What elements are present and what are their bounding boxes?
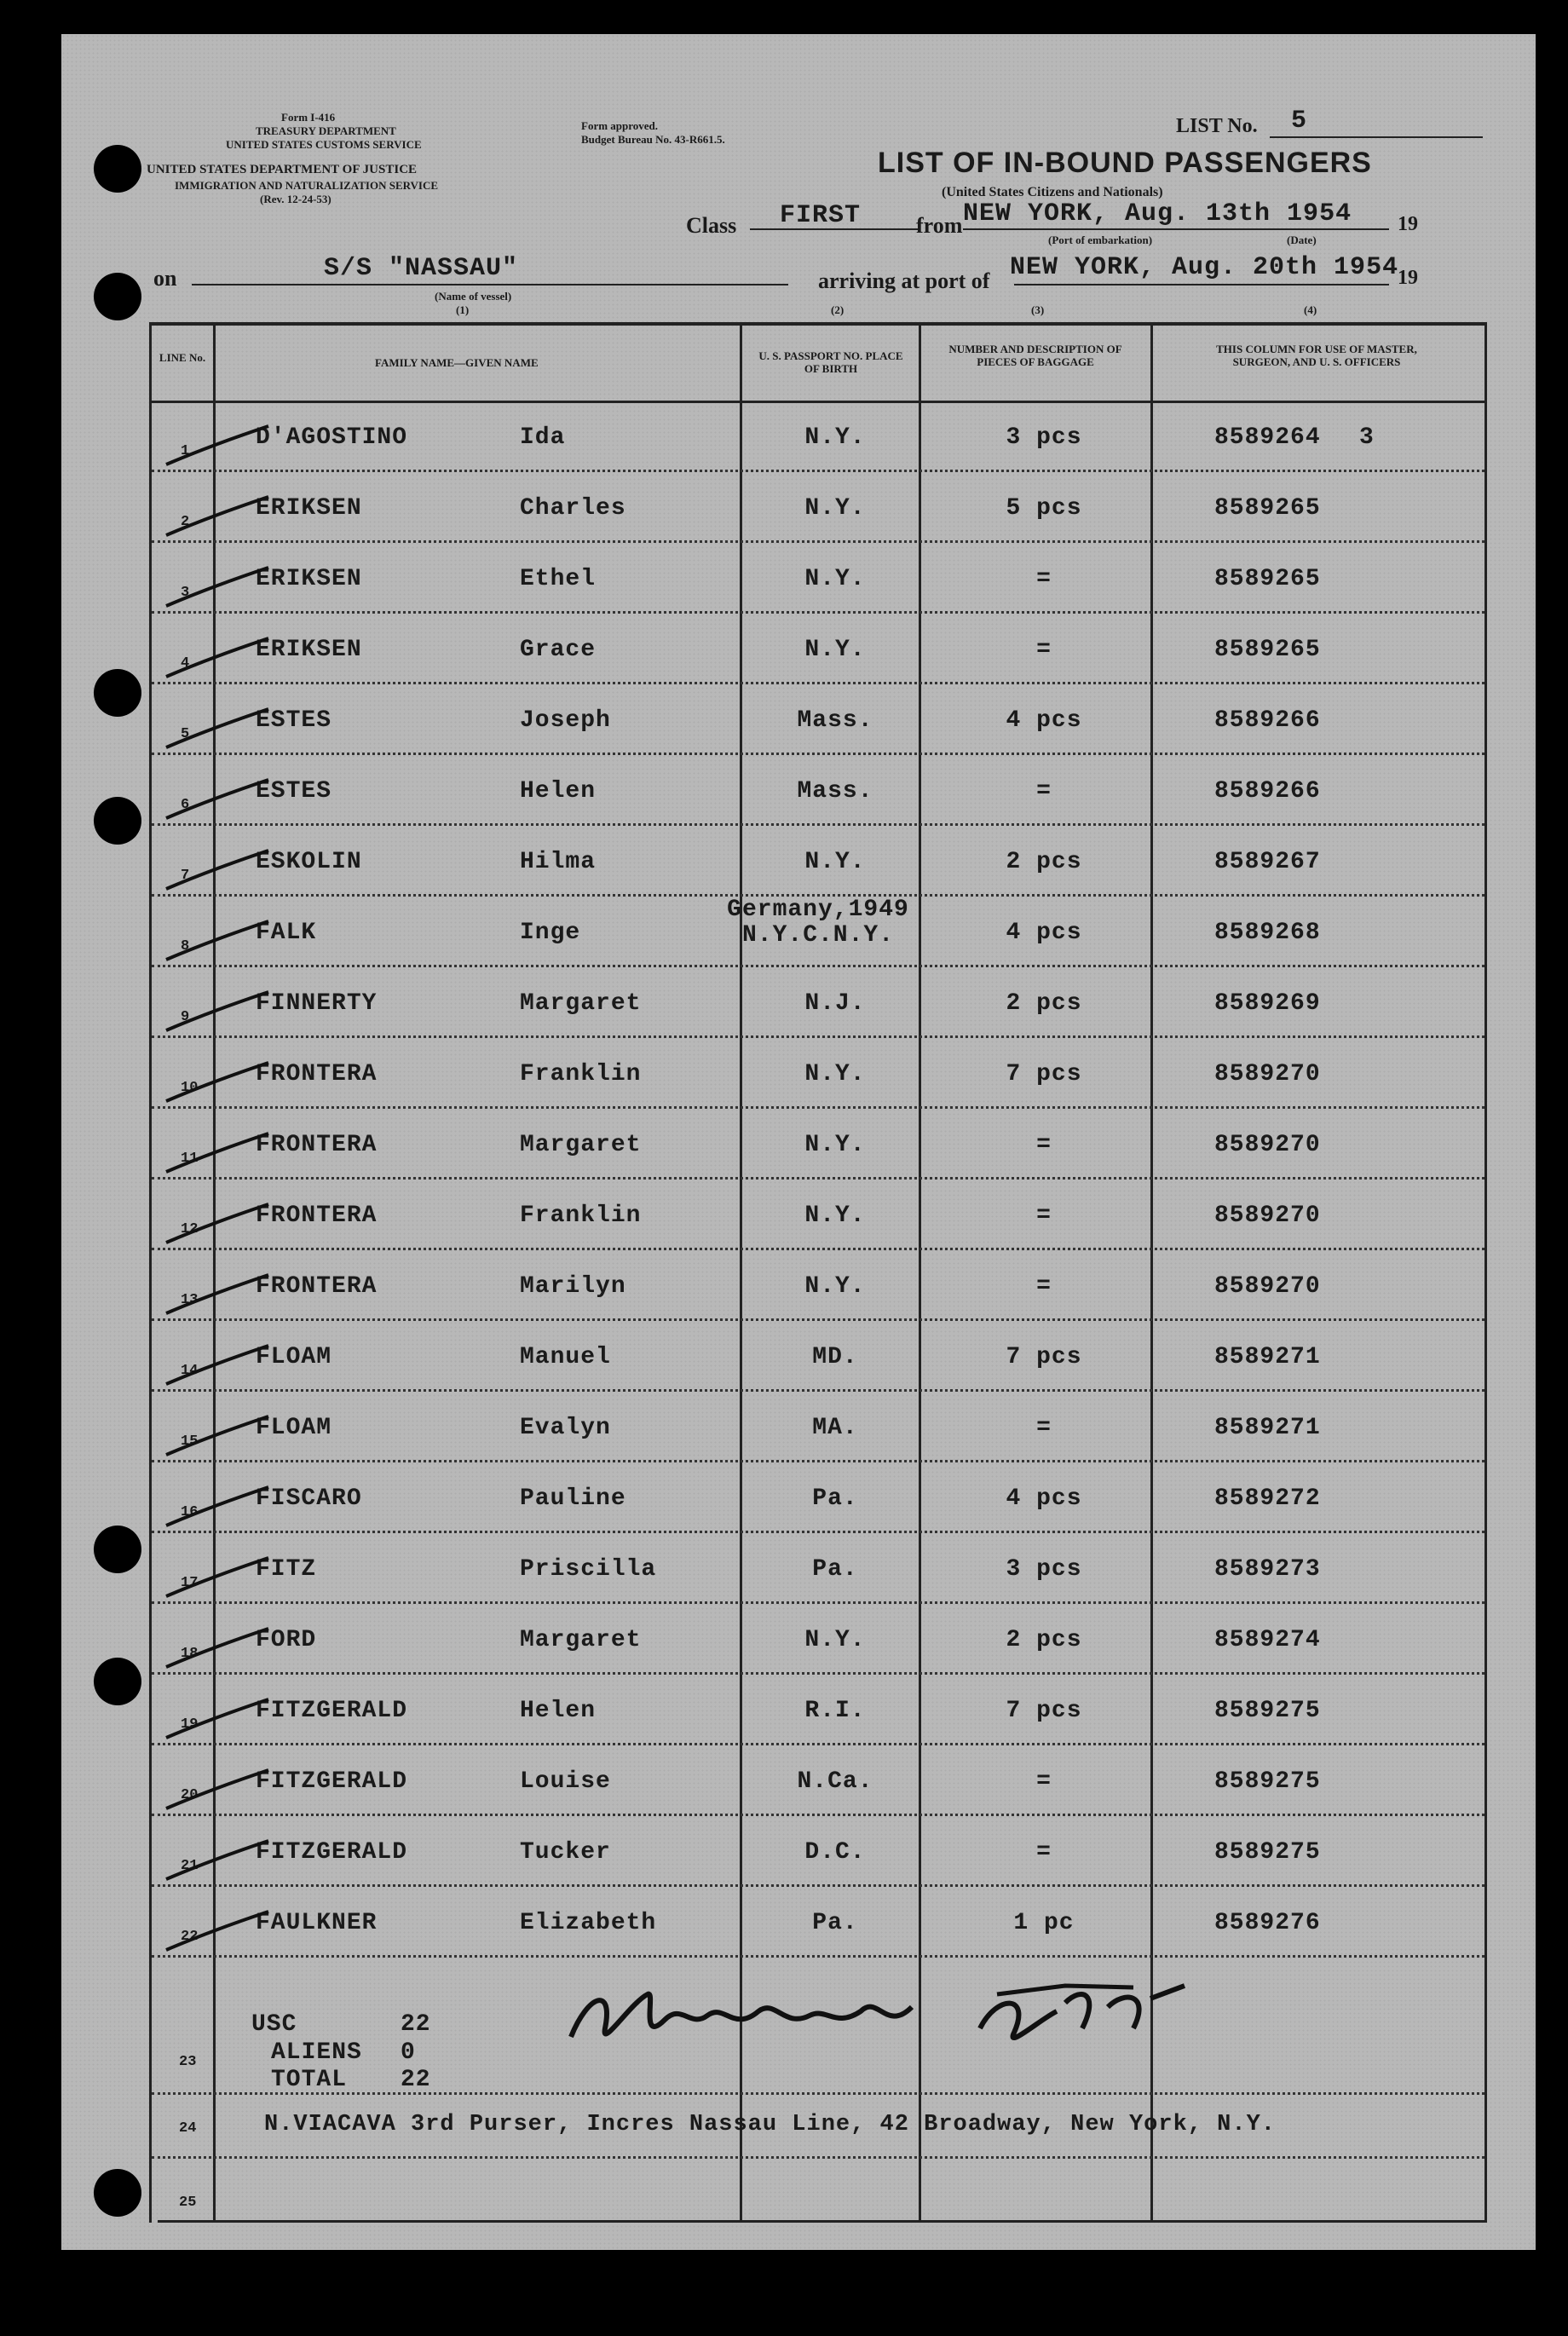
baggage: 7 pcs: [1006, 1344, 1082, 1370]
form-revision: (Rev. 12-24-53): [260, 193, 331, 205]
baggage: =: [1036, 1203, 1052, 1229]
baggage: =: [1036, 1415, 1052, 1441]
check-mark: [162, 634, 273, 685]
vessel-col-number: (1): [456, 303, 470, 316]
family-name: FITZGERALD: [256, 1768, 408, 1795]
table-row: [0, 409, 1568, 480]
line-number: 20: [181, 1787, 199, 1803]
baggage: 7 pcs: [1006, 1698, 1082, 1724]
family-name: ERIKSEN: [256, 495, 362, 522]
officer-code: 8589275: [1214, 1768, 1321, 1795]
list-number-value: 5: [1291, 107, 1308, 136]
officer-code: 8589266: [1214, 778, 1321, 805]
customs-service: UNITED STATES CUSTOMS SERVICE: [226, 138, 422, 151]
family-name: FRONTERA: [256, 1273, 378, 1300]
punch-hole: [94, 2169, 141, 2217]
family-name: FLOAM: [256, 1415, 332, 1441]
place-of-birth: MA.: [812, 1415, 858, 1441]
officer-code: 8589276: [1214, 1910, 1321, 1936]
family-name: FRONTERA: [256, 1203, 378, 1229]
family-name: FITZ: [256, 1556, 317, 1583]
family-name: ESTES: [256, 707, 332, 734]
place-of-birth: N.Ca.: [797, 1768, 873, 1795]
baggage: =: [1036, 1132, 1052, 1158]
total-label: TOTAL: [271, 2067, 348, 2093]
given-name: Pauline: [520, 1485, 626, 1512]
form-approved: Form approved.: [581, 119, 659, 132]
table-row: [0, 1753, 1568, 1824]
check-mark: [162, 1412, 273, 1463]
table-row: [0, 1399, 1568, 1470]
check-mark: [162, 1554, 273, 1605]
baggage: 3 pcs: [1006, 1556, 1082, 1583]
line-number: 1: [181, 443, 190, 459]
arriving-label: arriving at port of: [818, 268, 990, 293]
given-name: Margaret: [520, 1132, 642, 1158]
form-number: Form I-416: [281, 111, 336, 124]
col-header-name: FAMILY NAME—GIVEN NAME: [375, 356, 539, 369]
date-label: (Date): [1287, 234, 1317, 246]
officer-code: 8589269: [1214, 990, 1321, 1017]
given-name: Charles: [520, 495, 626, 522]
check-mark: [162, 563, 273, 614]
family-name: ESKOLIN: [256, 849, 362, 875]
officer-signature: [554, 1969, 1202, 2062]
family-name: D'AGOSTINO: [256, 424, 408, 451]
check-mark: [162, 988, 273, 1039]
list-number-label: LIST No.: [1176, 115, 1258, 137]
officer-code: 8589267: [1214, 849, 1321, 875]
check-mark: [162, 1766, 273, 1817]
baggage: 3 pcs: [1006, 424, 1082, 451]
place-of-birth: Mass.: [797, 707, 873, 734]
usc-label: USC: [251, 2011, 297, 2038]
given-name: Louise: [520, 1768, 611, 1795]
baggage: 2 pcs: [1006, 1627, 1082, 1653]
place-of-birth: N.Y.: [804, 637, 866, 663]
given-name: Ethel: [520, 566, 597, 592]
ins-service: IMMIGRATION AND NATURALIZATION SERVICE: [175, 179, 439, 192]
check-mark: [162, 1624, 273, 1676]
vessel-label: (Name of vessel): [435, 290, 512, 303]
given-name: Helen: [520, 778, 597, 805]
line-number: 6: [181, 797, 190, 813]
page-title: LIST OF IN-BOUND PASSENGERS: [878, 147, 1372, 179]
col-number-4: (4): [1304, 303, 1317, 316]
family-name: FALK: [256, 920, 317, 946]
officer-code: 8589275: [1214, 1698, 1321, 1724]
check-mark: [162, 1200, 273, 1251]
table-row: [0, 551, 1568, 621]
given-name: Ida: [520, 424, 566, 451]
usc-value: 22: [401, 2011, 431, 2038]
baggage: 2 pcs: [1006, 990, 1082, 1017]
place-of-birth: Pa.: [812, 1485, 858, 1512]
line-number: 19: [181, 1716, 199, 1733]
line-number: 3: [181, 585, 190, 601]
officer-code: 8589270: [1214, 1203, 1321, 1229]
table-row: [0, 1116, 1568, 1187]
baggage: =: [1036, 1839, 1052, 1866]
table-row: [0, 621, 1568, 692]
line-number: 10: [181, 1080, 199, 1096]
line-number: 12: [181, 1221, 199, 1237]
baggage: 4 pcs: [1006, 1485, 1082, 1512]
table-row: [0, 763, 1568, 833]
family-name: FISCARO: [256, 1485, 362, 1512]
check-mark: [162, 1129, 273, 1180]
check-mark: [162, 917, 273, 968]
year-suffix-arrival: 19: [1398, 267, 1418, 289]
line-number-23: 23: [179, 2054, 197, 2070]
table-bottom-border: [158, 2220, 1487, 2223]
check-mark: [162, 846, 273, 897]
baggage: =: [1036, 778, 1052, 805]
given-name: Margaret: [520, 1627, 642, 1653]
place-of-birth: MD.: [812, 1344, 858, 1370]
baggage: 1 pc: [1013, 1910, 1075, 1936]
family-name: FLOAM: [256, 1344, 332, 1370]
baggage: =: [1036, 1273, 1052, 1300]
page-subtitle: (United States Citizens and Nationals): [942, 185, 1163, 199]
table-row: [0, 833, 1568, 904]
table-row: [0, 1895, 1568, 1965]
family-name: FRONTERA: [256, 1132, 378, 1158]
place-of-birth: N.Y.: [804, 1627, 866, 1653]
family-name: FINNERTY: [256, 990, 378, 1017]
table-row: [0, 1046, 1568, 1116]
table-row: [0, 1329, 1568, 1399]
given-name: Hilma: [520, 849, 597, 875]
given-name: Franklin: [520, 1061, 642, 1087]
officer-code: 8589264: [1214, 424, 1321, 451]
check-mark: [162, 705, 273, 756]
place-of-birth: N.Y.: [804, 1132, 866, 1158]
officer-code: 8589265: [1214, 566, 1321, 592]
given-name: Elizabeth: [520, 1910, 657, 1936]
table-row: [0, 1824, 1568, 1895]
baggage: =: [1036, 566, 1052, 592]
table-row: [0, 1541, 1568, 1612]
check-mark: [162, 1907, 273, 1958]
port-label: (Port of embarkation): [1048, 234, 1153, 246]
given-name: Franklin: [520, 1203, 642, 1229]
justice-dept: UNITED STATES DEPARTMENT OF JUSTICE: [147, 163, 418, 176]
place-of-birth: Pa.: [812, 1910, 858, 1936]
aliens-label: ALIENS: [271, 2039, 362, 2066]
col-header-passport: U. S. PASSPORT NO. PLACE OF BIRTH: [758, 349, 903, 375]
line-number: 15: [181, 1433, 199, 1450]
officer-code: 8589268: [1214, 920, 1321, 946]
baggage: 5 pcs: [1006, 495, 1082, 522]
table-row: [0, 1258, 1568, 1329]
class-label: Class: [686, 213, 737, 238]
officer-code: 8589273: [1214, 1556, 1321, 1583]
given-name: Tucker: [520, 1839, 611, 1866]
line-number: 17: [181, 1575, 199, 1591]
baggage: 2 pcs: [1006, 849, 1082, 875]
line-number: 21: [181, 1858, 199, 1874]
arriving-value: NEW YORK, Aug. 20th 1954: [1010, 253, 1399, 282]
punch-hole: [94, 145, 141, 193]
place-of-birth: N.J.: [804, 990, 866, 1017]
check-mark: [162, 1058, 273, 1110]
check-mark: [162, 1271, 273, 1322]
given-name: Evalyn: [520, 1415, 611, 1441]
place-of-birth: N.Y.: [804, 424, 866, 451]
on-label: on: [153, 266, 177, 291]
family-name: FITZGERALD: [256, 1698, 408, 1724]
officer-code: 8589271: [1214, 1344, 1321, 1370]
table-top-border: [149, 322, 1487, 326]
table-row: [0, 1187, 1568, 1258]
place-of-birth: N.Y.: [804, 495, 866, 522]
family-name: FAULKNER: [256, 1910, 378, 1936]
baggage: =: [1036, 1768, 1052, 1795]
place-of-birth: Germany,1949 N.Y.C.N.Y.: [727, 897, 909, 949]
header-bottom-border: [149, 401, 1487, 403]
check-mark: [162, 422, 273, 473]
family-name: ERIKSEN: [256, 566, 362, 592]
family-name: ESTES: [256, 778, 332, 805]
officer-code: 8589272: [1214, 1485, 1321, 1512]
punch-hole: [94, 273, 141, 320]
col-header-line-no: LINE No.: [159, 351, 206, 364]
line-number: 18: [181, 1646, 199, 1662]
line-number: 22: [181, 1929, 199, 1945]
family-name: FRONTERA: [256, 1061, 378, 1087]
col-number-2: (2): [831, 303, 845, 316]
officer-code: 8589271: [1214, 1415, 1321, 1441]
treasury-dept: TREASURY DEPARTMENT: [256, 124, 396, 137]
line-number: 4: [181, 655, 190, 672]
from-label: from: [916, 213, 963, 238]
place-of-birth: N.Y.: [804, 1061, 866, 1087]
place-of-birth: N.Y.: [804, 1203, 866, 1229]
table-row: [0, 975, 1568, 1046]
table-row: [0, 1612, 1568, 1682]
family-name: FORD: [256, 1627, 317, 1653]
vessel-name: S/S "NASSAU": [324, 254, 519, 283]
baggage: 4 pcs: [1006, 707, 1082, 734]
line-number: 14: [181, 1363, 199, 1379]
purser-line: N.VIACAVA 3rd Purser, Incres Nassau Line, 42 Broadway, New York, N.Y.: [264, 2112, 1276, 2137]
officer-code: 8589266: [1214, 707, 1321, 734]
baggage: 4 pcs: [1006, 920, 1082, 946]
table-row: [0, 692, 1568, 763]
given-name: Grace: [520, 637, 597, 663]
check-mark: [162, 1483, 273, 1534]
line-number: 9: [181, 1009, 190, 1025]
given-name: Helen: [520, 1698, 597, 1724]
officer-code: 8589270: [1214, 1132, 1321, 1158]
family-name: ERIKSEN: [256, 637, 362, 663]
place-of-birth: D.C.: [804, 1839, 866, 1866]
line-number: 11: [181, 1151, 199, 1167]
table-row: [0, 1470, 1568, 1541]
from-value: NEW YORK, Aug. 13th 1954: [963, 199, 1352, 228]
total-value: 22: [401, 2067, 431, 2093]
place-of-birth: Mass.: [797, 778, 873, 805]
check-mark: [162, 493, 273, 544]
col-header-officers: THIS COLUMN FOR USE OF MASTER, SURGEON, AND U. S. OFFICERS: [1216, 343, 1417, 368]
place-of-birth: Pa.: [812, 1556, 858, 1583]
officer-note: 3: [1359, 424, 1375, 451]
table-row: [0, 480, 1568, 551]
line-number: 13: [181, 1292, 199, 1308]
class-value: FIRST: [780, 201, 862, 230]
given-name: Priscilla: [520, 1556, 657, 1583]
line-number-25: 25: [179, 2195, 197, 2211]
given-name: Joseph: [520, 707, 611, 734]
table-row: [0, 897, 1568, 975]
line-number: 2: [181, 514, 190, 530]
place-of-birth: N.Y.: [804, 566, 866, 592]
family-name: FITZGERALD: [256, 1839, 408, 1866]
line-number-24: 24: [179, 2120, 197, 2137]
aliens-value: 0: [401, 2039, 416, 2066]
officer-code: 8589270: [1214, 1273, 1321, 1300]
given-name: Margaret: [520, 990, 642, 1017]
officer-code: 8589275: [1214, 1839, 1321, 1866]
table-row: [0, 1682, 1568, 1753]
check-mark: [162, 1695, 273, 1746]
budget-bureau: Budget Bureau No. 43-R661.5.: [581, 133, 725, 146]
line-number: 16: [181, 1504, 199, 1520]
given-name: Manuel: [520, 1344, 611, 1370]
baggage: 7 pcs: [1006, 1061, 1082, 1087]
given-name: Inge: [520, 920, 581, 946]
check-mark: [162, 1837, 273, 1888]
officer-code: 8589265: [1214, 495, 1321, 522]
line-number: 5: [181, 726, 190, 742]
check-mark: [162, 1341, 273, 1393]
col-number-3: (3): [1031, 303, 1045, 316]
place-of-birth: N.Y.: [804, 849, 866, 875]
given-name: Marilyn: [520, 1273, 626, 1300]
place-of-birth: N.Y.: [804, 1273, 866, 1300]
officer-code: 8589265: [1214, 637, 1321, 663]
officer-code: 8589274: [1214, 1627, 1321, 1653]
year-suffix: 19: [1398, 213, 1418, 235]
officer-code: 8589270: [1214, 1061, 1321, 1087]
check-mark: [162, 776, 273, 827]
col-header-baggage: NUMBER AND DESCRIPTION OF PIECES OF BAGGAGE: [948, 343, 1122, 368]
place-of-birth: R.I.: [804, 1698, 866, 1724]
line-number: 7: [181, 868, 190, 884]
baggage: =: [1036, 637, 1052, 663]
line-number: 8: [181, 938, 190, 955]
